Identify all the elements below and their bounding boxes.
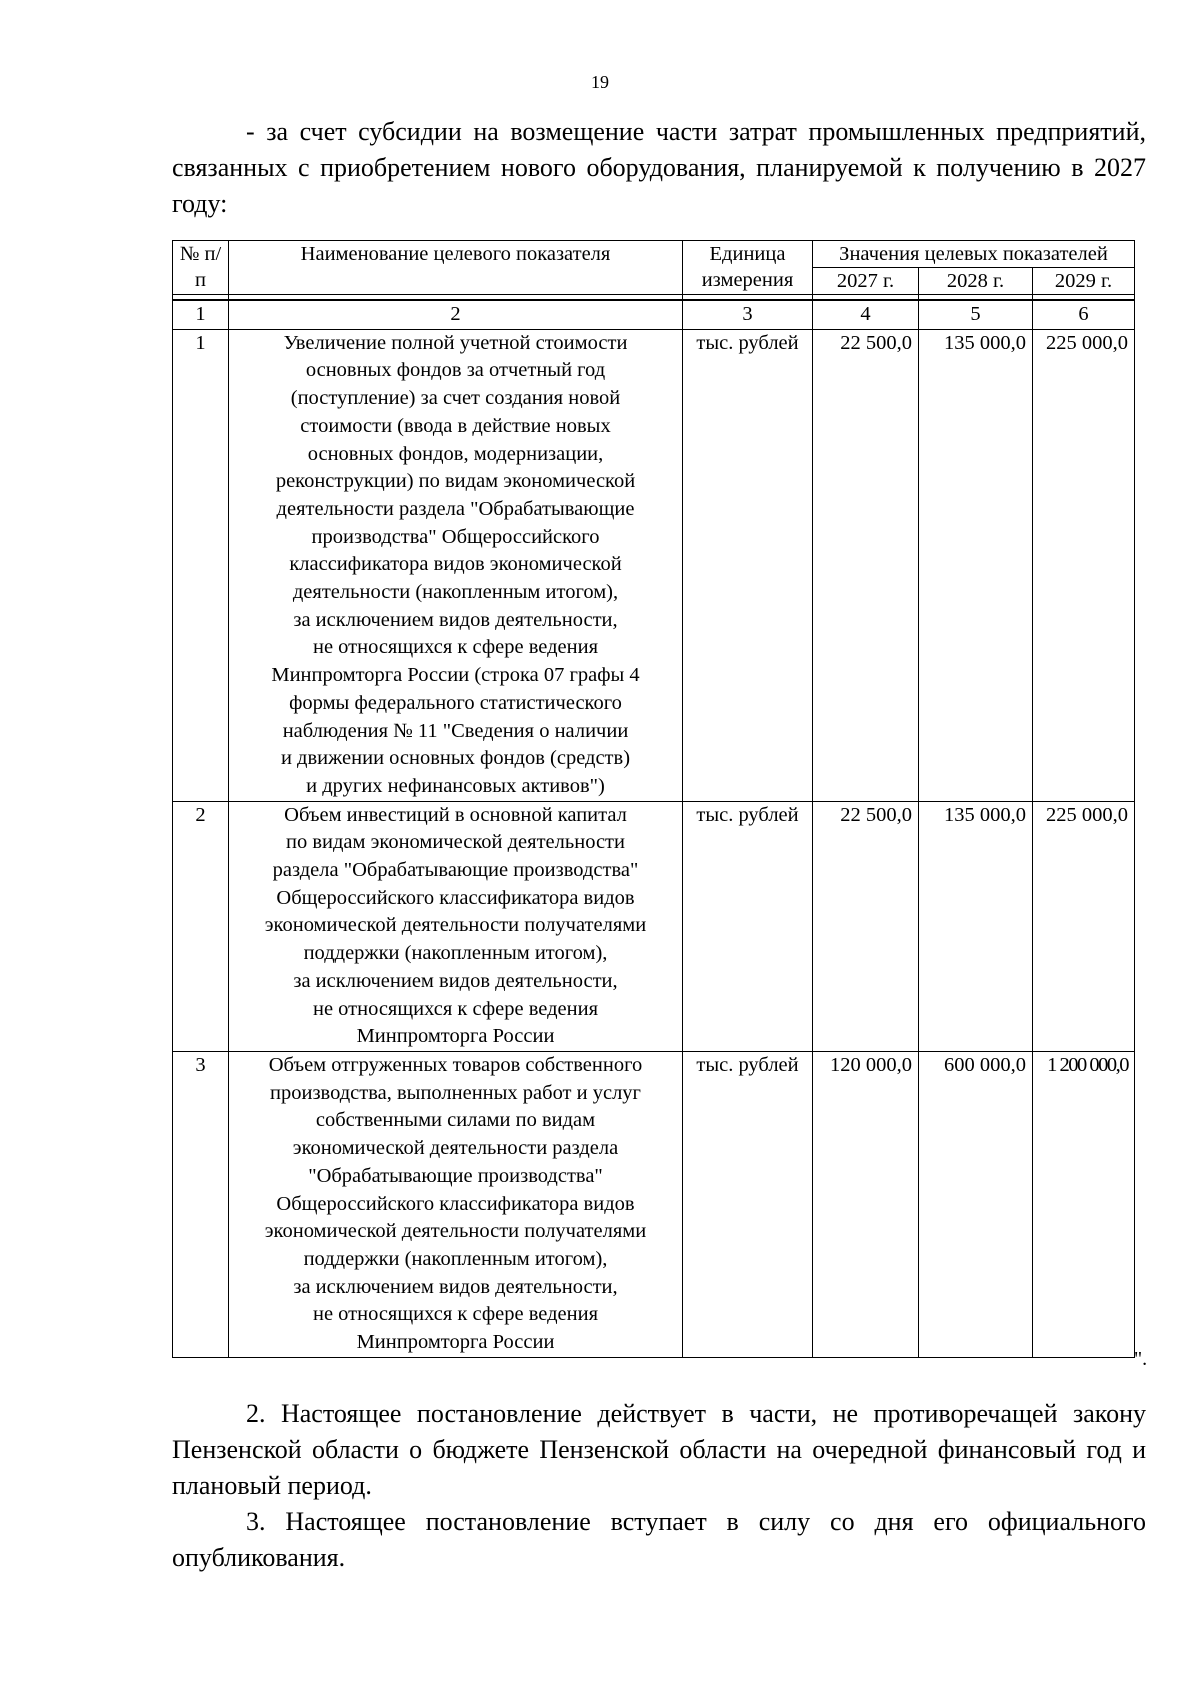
- intro-paragraph: - за счет субсидии на возмещение части затрат промышленных предприятий, связанных с приобретением нового оборудования, планируемой к получению в 2027 году:: [172, 117, 1146, 218]
- row-value-2028: 600 000,0: [919, 1051, 1033, 1357]
- header-num: № п/п: [173, 241, 229, 295]
- row-indicator-name: Объем отгруженных товаров собственного производства, выполненных работ и услуг собственными силами по видам экономической деятельности раздела "Обрабатывающие производства" Общероссийского классификатора видов экономической деятельности получателями поддержки (накопленным итогом), за исключением видов деятельности, не относящихся к сфере ведения Минпромторга России: [229, 1051, 683, 1357]
- header-year-2028: 2028 г.: [919, 268, 1033, 295]
- paragraph-2: 2. Настоящее постановление действует в части, не противоречащей закону Пензенской области о бюджете Пензенской области на очередной финансовый год и плановый период.: [172, 1399, 1146, 1500]
- page-number: 19: [591, 72, 609, 92]
- row-indicator-name: Увеличение полной учетной стоимости основных фондов за отчетный год (поступление) за счет создания новой стоимости (ввода в действие новых основных фондов, модернизации, реконструкции) по видам экономической деятельности раздела "Обрабатывающие производства" Общероссийского классификатора видов экономической деятельности (накопленным итогом), за исключением видов деятельности, не относящихся к сфере ведения Минпромторга России (строка 07 графы 4 формы федерального статистического наблюдения № 11 "Сведения о наличии и движении основных фондов (средств) и других нефинансовых активов"): [229, 329, 683, 801]
- row-unit: тыс. рублей: [683, 801, 813, 1051]
- header-year-2027: 2027 г.: [813, 268, 919, 295]
- row-num: 1: [173, 329, 229, 801]
- row-value-2029: 225 000,0: [1033, 801, 1135, 1051]
- header-unit: Единица измерения: [683, 241, 813, 295]
- column-number: 5: [919, 300, 1033, 329]
- row-unit: тыс. рублей: [683, 329, 813, 801]
- column-number-row: [173, 300, 1135, 329]
- header-name: Наименование целевого показателя: [229, 241, 683, 295]
- row-value-2029: 1 200 000,0: [1033, 1051, 1135, 1357]
- row-value-2028: 135 000,0: [919, 801, 1033, 1051]
- header-year-2029: 2029 г.: [1033, 268, 1135, 295]
- table-row: [173, 329, 1135, 801]
- column-number: 2: [229, 300, 683, 329]
- table-row: [173, 801, 1135, 1051]
- indicators-table: [172, 240, 1135, 1358]
- paragraph-3: 3. Настоящее постановление вступает в силу со дня его официального опубликования.: [172, 1507, 1146, 1572]
- column-number: 6: [1033, 300, 1135, 329]
- column-number: 3: [683, 300, 813, 329]
- column-number: 1: [173, 300, 229, 329]
- closing-quote: ".: [1134, 1348, 1148, 1370]
- row-value-2028: 135 000,0: [919, 329, 1033, 801]
- row-indicator-name: Объем инвестиций в основной капитал по видам экономической деятельности раздела "Обрабатывающие производства" Общероссийского классификатора видов экономической деятельности получателями поддержки (накопленным итогом), за исключением видов деятельности, не относящихся к сфере ведения Минпромторга России: [229, 801, 683, 1051]
- row-num: 2: [173, 801, 229, 1051]
- column-number: 4: [813, 300, 919, 329]
- row-num: 3: [173, 1051, 229, 1357]
- header-values-group: Значения целевых показателей: [813, 241, 1135, 268]
- row-value-2027: 22 500,0: [813, 801, 919, 1051]
- row-value-2029: 225 000,0: [1033, 329, 1135, 801]
- table-row: [173, 1051, 1135, 1357]
- row-value-2027: 120 000,0: [813, 1051, 919, 1357]
- row-unit: тыс. рублей: [683, 1051, 813, 1357]
- row-value-2027: 22 500,0: [813, 329, 919, 801]
- table-header-row-1: [173, 241, 1135, 268]
